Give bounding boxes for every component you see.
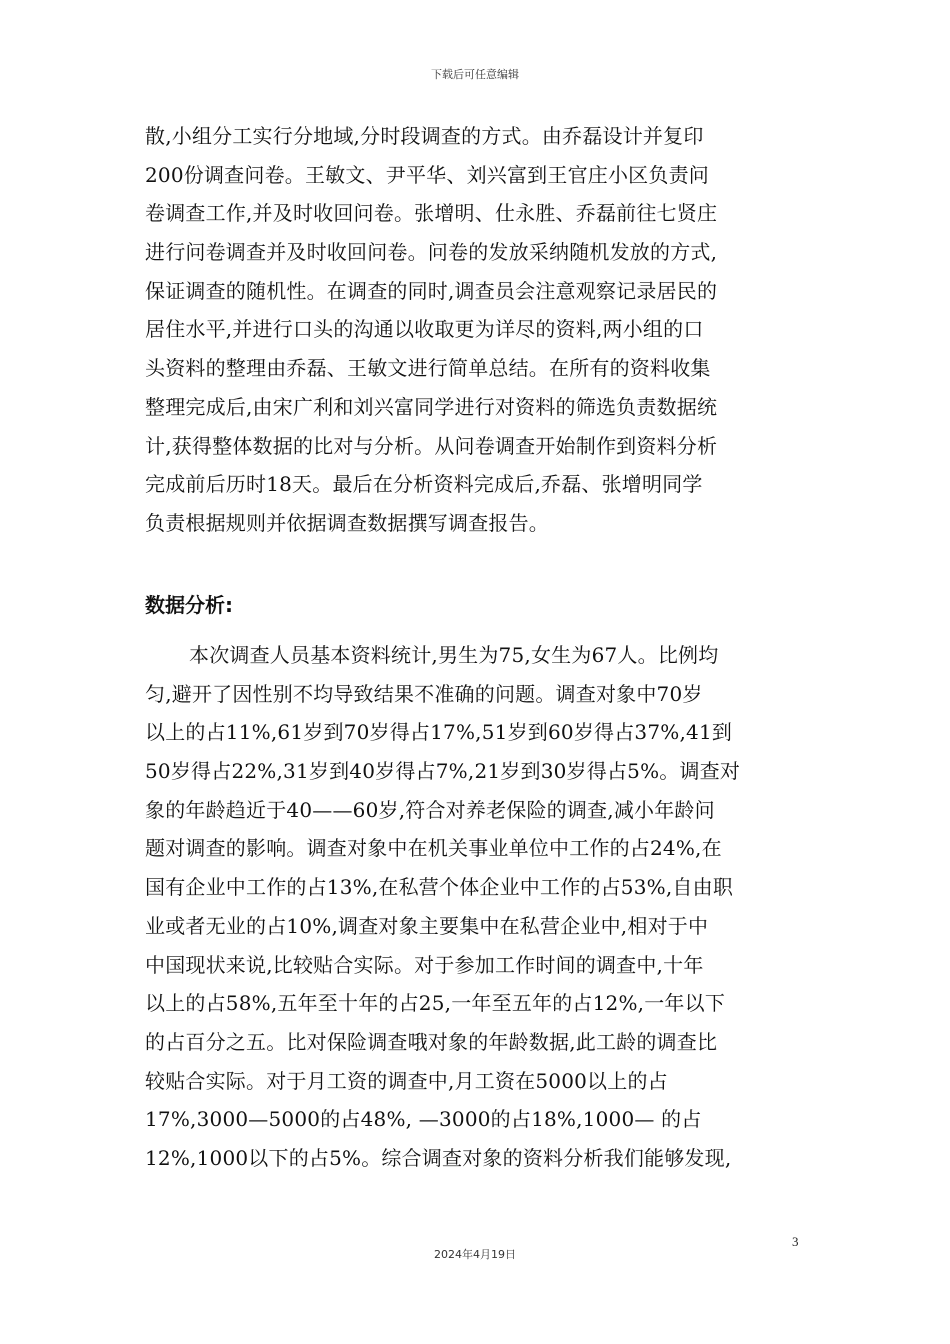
page-header: 下载后可任意编辑	[431, 68, 519, 81]
text-line: 的占百分之五。比对保险调查哦对象的年龄数据,此工龄的调查比	[145, 1029, 718, 1054]
text-line: 200份调查问卷。王敏文、尹平华、刘兴富到王官庄小区负责问	[145, 162, 709, 187]
text-line: 业或者无业的占10%,调查对象主要集中在私营企业中,相对于中	[145, 913, 709, 938]
text-line: 题对调查的影响。调查对象中在机关事业单位中工作的占24%,在	[145, 836, 722, 861]
text-line: 12%,1000以下的占5%。综合调查对象的资料分析我们能够发现,	[145, 1145, 732, 1170]
text-line: 计,获得整体数据的比对与分析。从问卷调查开始制作到资料分析	[145, 433, 718, 458]
text-line: 头资料的整理由乔磊、王敏文进行简单总结。在所有的资料收集	[145, 356, 711, 381]
text-line: 居住水平,并进行口头的沟通以收取更为详尽的资料,两小组的口	[145, 317, 704, 342]
page-footer-date: 2024年4月19日	[434, 1248, 516, 1261]
text-line: 进行问卷调查并及时收回问卷。问卷的发放采纳随机发放的方式,	[145, 240, 718, 265]
text-line: 17%,3000—5000的占48%, —3000的占18%,1000— 的占	[145, 1107, 702, 1132]
text-line: 匀,避开了因性别不均导致结果不准确的问题。调查对象中70岁	[145, 681, 703, 706]
paragraph-data-analysis	[145, 636, 807, 1178]
text-line: 散,小组分工实行分地域,分时段调查的方式。由乔磊设计并复印	[145, 124, 704, 148]
paragraph-investigation-method	[145, 117, 807, 543]
text-line: 50岁得占22%,31岁到40岁得占7%,21岁到30岁得占5%。调查对	[145, 759, 741, 784]
page-number: 3	[792, 1234, 799, 1249]
text-line: 中国现状来说,比较贴合实际。对于参加工作时间的调查中,十年	[145, 952, 704, 977]
text-line: 以上的占11%,61岁到70岁得占17%,51岁到60岁得占37%,41到	[145, 720, 733, 745]
text-line: 以上的占58%,五年至十年的占25,一年至五年的占12%,一年以下	[145, 991, 726, 1016]
text-line: 保证调查的随机性。在调查的同时,调查员会注意观察记录居民的	[145, 278, 718, 303]
text-line: 卷调查工作,并及时收回问卷。张增明、仕永胜、乔磊前往七贤庄	[145, 201, 718, 226]
text-line: 负责根据规则并依据调查数据撰写调查报告。	[145, 510, 549, 535]
text-line: 整理完成后,由宋广利和刘兴富同学进行对资料的筛选负责数据统	[145, 394, 718, 419]
text-line: 完成前后历时18天。最后在分析资料完成后,乔磊、张增明同学	[145, 472, 703, 497]
text-line: 国有企业中工作的占13%,在私营个体企业中工作的占53%,自由职	[145, 875, 734, 900]
section-heading: 数据分析:	[145, 593, 233, 617]
text-line: 较贴合实际。对于月工资的调查中,月工资在5000以上的占	[145, 1068, 668, 1093]
text-line: 象的年龄趋近于40——60岁,符合对养老保险的调查,减小年龄问	[145, 797, 715, 822]
text-line: 本次调查人员基本资料统计,男生为75,女生为67人。比例均	[189, 643, 719, 667]
